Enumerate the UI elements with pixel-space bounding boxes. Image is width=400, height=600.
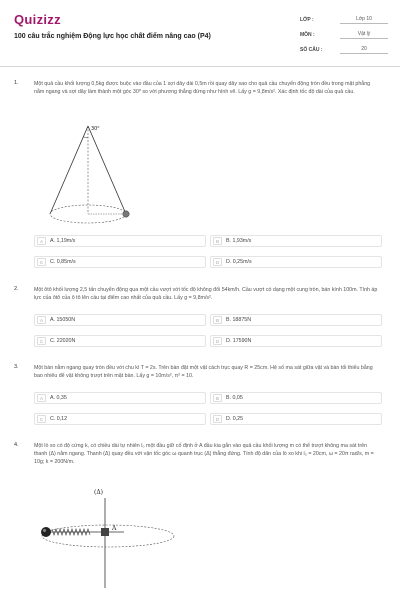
option-letter: D (213, 415, 222, 423)
option-letter: B (213, 316, 222, 324)
option-b[interactable] (210, 314, 382, 326)
question-number: 2. (14, 286, 19, 292)
question-text: Một ôtô khối lượng 2,5 tấn chuyển động qua một cầu vượt với tốc độ không đổi 54km/h. Cầu vượt có dạng một cung tròn, bán kính 100m. Tính áp lực của ôtô của ô tô lên cầu tại điểm cao nhất của quả cầu. Lấy g = 9,8m/s². (34, 287, 378, 301)
option-d[interactable] (210, 335, 382, 347)
quizizz-logo[interactable]: Quizizz (14, 12, 61, 27)
option-text: B. 1,93m/s (226, 238, 252, 244)
option-text: A. 0,35 (50, 395, 67, 401)
class-field (300, 16, 388, 24)
question-text: Một quả cầu khối lượng 0,5kg được buộc vào đầu của 1 sợi dây dài 0,5m rồi quay dây sao cho quả cầu chuyển động tròn đều trong mặt phẳng nằm ngang và sợi dây làm thành một góc 30⁰ so với phương thẳng đứng như hình vẽ. Lấy g = 9,8m/s². Xác định tốc độ dài của quả cầu. (34, 81, 371, 95)
option-a[interactable] (34, 392, 206, 404)
point-a-label: A (112, 525, 117, 532)
option-d[interactable] (210, 256, 382, 268)
option-text: C. 0,85m/s (50, 259, 76, 265)
option-letter: D (213, 258, 222, 266)
option-text: D. 0,25m/s (226, 259, 252, 265)
question-count-value: 20 (340, 46, 388, 54)
option-text: C. 0,12 (50, 416, 68, 422)
rotating-spring-figure (32, 484, 182, 592)
question-4 (14, 442, 390, 600)
axis-label: (Δ) (94, 489, 104, 496)
option-text: D. 0,25 (226, 416, 244, 422)
option-letter: C (37, 258, 46, 266)
option-a[interactable] (34, 235, 206, 247)
option-b[interactable] (210, 235, 382, 247)
question-number: 4. (14, 442, 19, 448)
question-number: 3. (14, 364, 19, 370)
option-b[interactable] (210, 392, 382, 404)
class-value: Lớp 10 (340, 16, 388, 24)
question-text: Một lò xo có độ cứng k, có chiều dài tự nhiên l₀ một đầu giữ cố định ở A đầu kia gắn vào quả cầu khối lượng m có thể trượt không ma sát trên thanh (Δ) nằm ngang. Thanh (Δ) quay đều với vận tốc góc ω quanh trục (Δ) thẳng đứng. Tính độ dãn của lò xo khi l₀ = 20cm, ω = 20π rad/s, m = 10g; k = 200N/m. (34, 443, 374, 465)
option-c[interactable] (34, 335, 206, 347)
worksheet-header (0, 0, 400, 68)
class-label: LỚP : (300, 17, 314, 23)
option-letter: C (37, 415, 46, 423)
option-text: B. 18875N (226, 317, 252, 323)
question-2 (14, 286, 390, 356)
subject-label: MÔN : (300, 32, 315, 38)
option-letter: A (37, 394, 46, 402)
option-c[interactable] (34, 413, 206, 425)
question-text: Một bàn nằm ngang quay tròn đều với chu kì T = 2s. Trên bàn đặt một vật cách trục quay R = 25cm. Hệ số ma sát giữa vật và bàn tối thiểu bằng bao nhiêu để vật không trượt trên mặt bàn. Lấy g = 10m/s², π² = 10. (34, 365, 373, 379)
angle-label: 30⁰ (91, 126, 100, 132)
question-1 (14, 80, 390, 270)
option-c[interactable] (34, 256, 206, 268)
header-divider (0, 66, 400, 67)
option-letter: A (37, 316, 46, 324)
option-letter: B (213, 394, 222, 402)
option-text: D. 17590N (226, 338, 252, 344)
option-letter: D (213, 337, 222, 345)
option-text: A. 1,19m/s (50, 238, 76, 244)
question-count-label: SỐ CÂU : (300, 47, 323, 53)
page-title: 100 câu trắc nghiệm Động lực học chất điểm nâng cao (P4) (14, 33, 211, 40)
question-count-field (300, 46, 388, 54)
option-letter: C (37, 337, 46, 345)
option-text: A. 15050N (50, 317, 76, 323)
question-3 (14, 364, 390, 434)
option-letter: A (37, 237, 46, 245)
conical-pendulum-figure (36, 120, 136, 232)
subject-field (300, 31, 388, 39)
option-text: B. 0,05 (226, 395, 243, 401)
subject-value: Vật lý (340, 31, 388, 39)
option-text: C. 22020N (50, 338, 76, 344)
option-letter: B (213, 237, 222, 245)
option-d[interactable] (210, 413, 382, 425)
question-number: 1. (14, 80, 19, 86)
option-a[interactable] (34, 314, 206, 326)
